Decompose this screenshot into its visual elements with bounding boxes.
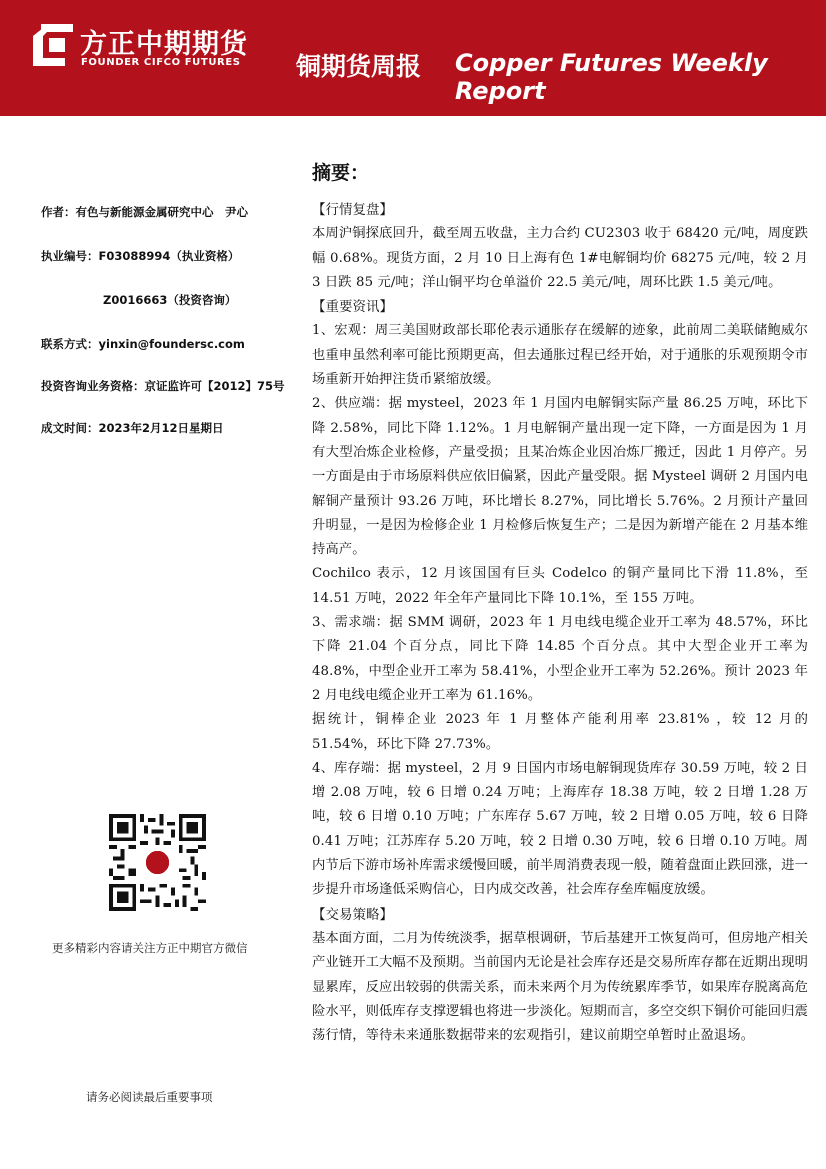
- date-line: 成文时间：2023年2月12日星期日: [41, 421, 224, 435]
- company-logo-en: FOUNDER CIFCO FUTURES: [81, 57, 241, 68]
- summary-title: 摘要：: [312, 162, 370, 184]
- section-head-trading-strategy: 【交易策略】: [312, 906, 393, 923]
- cochilco-paragraph: Cochilco 表示，12 月该国国有巨头 Codelco 的铜产量同比下滑 11.8%，至 14.51 万吨，2022 年全年产量同比下降 10.1%，至 155 万吨。: [312, 566, 808, 606]
- qualification-line: 投资咨询业务资格：京证监许可【2012】75号: [41, 379, 285, 393]
- license-line-1: 执业编号：F03088994（执业资格）: [41, 249, 240, 263]
- demand-paragraph: 3、需求端：据 SMM 调研，2023 年 1 月电线电缆企业开工率为 48.57%，环比下降 21.04 个百分点，同比下降 14.85 个百分点。其中大型企业开工率为 48.8%，中型企业开工率为 58.41%，小型企业开工率为 52.26%。预计 2023 年 2 月电线电缆企业开工率为 61.16%。: [312, 615, 808, 703]
- inventory-paragraph: 4、库存端：据 mysteel，2 月 9 日国内市场电解铜现货库存 30.59 万吨，较 2 日增 2.08 万吨，较 6 日增 0.24 万吨；上海库存 18.38 万吨，较 2 日增 1.28 万吨，较 6 日增 0.10 万吨；广东库存 5.67 万吨，较 2 日增 0.05 万吨，较 6 日降 0.41 万吨；江苏库存 5.20 万吨，较 2 日增 0.30 万吨，较 6 日增 0.10 万吨。周内节后下游市场补库需求缓慢回暖，前半周消费表现一般，随着盘面止跌回涨，进一步提升市场逢低采购信心，日内成交改善，社会库存垒库幅度放缓。: [312, 760, 808, 898]
- section-head-market-review: 【行情复盘】: [312, 202, 393, 218]
- report-title-en: Copper Futures Weekly Report: [455, 49, 768, 105]
- macro-paragraph: 1、宏观：周三美国财政部长耶伦表示通胀存在缓解的迹象，此前周二美联储鲍威尔也重申虽然利率可能比预期更高，但去通胀过程已经开始，对于通胀的乐观预期令市场重新开始押注货币紧缩放缓。: [312, 323, 808, 388]
- section-head-key-news: 【重要资讯】: [312, 299, 393, 316]
- author-line: 作者：有色与新能源金属研究中心 尹心: [41, 205, 248, 219]
- qr-caption: 更多精彩内容请关注方正中期官方微信: [52, 941, 248, 955]
- license-line-2: Z0016663（投资咨询）: [103, 293, 237, 307]
- founder-logo-icon: [33, 24, 73, 66]
- market-review-paragraph: 本周沪铜探底回升，截至周五收盘，主力合约 CU2303 收于 68420 元/吨，周度跌幅 0.68%。现货方面，2 月 10 日上海有色 1#电解铜均价 68275 元/吨，较 2 月 3 日跌 85 元/吨；洋山铜平均仓单溢价 22.5 美元/吨，周环比跌 1.5 美元/吨。: [312, 226, 808, 290]
- strategy-paragraph: 基本面方面，二月为传统淡季，据草根调研，节后基建开工恢复尚可，但房地产相关产业链开工大幅不及预期。当前国内无论是社会库存还是交易所库存都在近期出现明显累库，反应出较弱的供需关系，而未来两个月为传统累库季节，如果库存脱离高危险水平，则低库存支撑逻辑也将进一步淡化。短期而言，多空交织下铜价可能回归震荡行情，等待未来通胀数据带来的宏观指引，建议前期空单暂时止盈退场。: [312, 930, 808, 1044]
- copper-rod-paragraph: 据统计，铜棒企业 2023 年 1 月整体产能利用率 23.81% ，较 12 月的 51.54%，环比下降 27.73%。: [312, 712, 808, 752]
- wechat-qr-code: [109, 814, 206, 911]
- read-notice: 请务必阅读最后重要事项: [86, 1090, 213, 1104]
- company-logo-cn: 方正中期期货: [80, 29, 248, 60]
- header-banner: [0, 0, 826, 116]
- report-title-cn: 铜期货周报: [296, 52, 422, 81]
- contact-line: 联系方式：yinxin@foundersc.com: [41, 337, 245, 351]
- supply-paragraph: 2、供应端：据 mysteel，2023 年 1 月国内电解铜实际产量 86.25 万吨，环比下降 2.58%，同比下降 1.12%。1 月电解铜产量出现一定下降，一方面是因为 1 月有大型冶炼企业检修，产量受损；且某冶炼企业因冶炼厂搬迁，因此 1 月停产。另一方面是由于市场原料供应依旧偏紧，因此产量受限。据 Mysteel 调研 2 月国内电解铜产量预计 93.26 万吨，环比增长 8.27%，同比增长 5.76%。2 月预计产量回升明显，一是因为检修企业 1 月检修后恢复生产；二是因为新增产能在 2 月基本维持高产。: [312, 396, 808, 558]
- summary-section: [312, 158, 808, 1048]
